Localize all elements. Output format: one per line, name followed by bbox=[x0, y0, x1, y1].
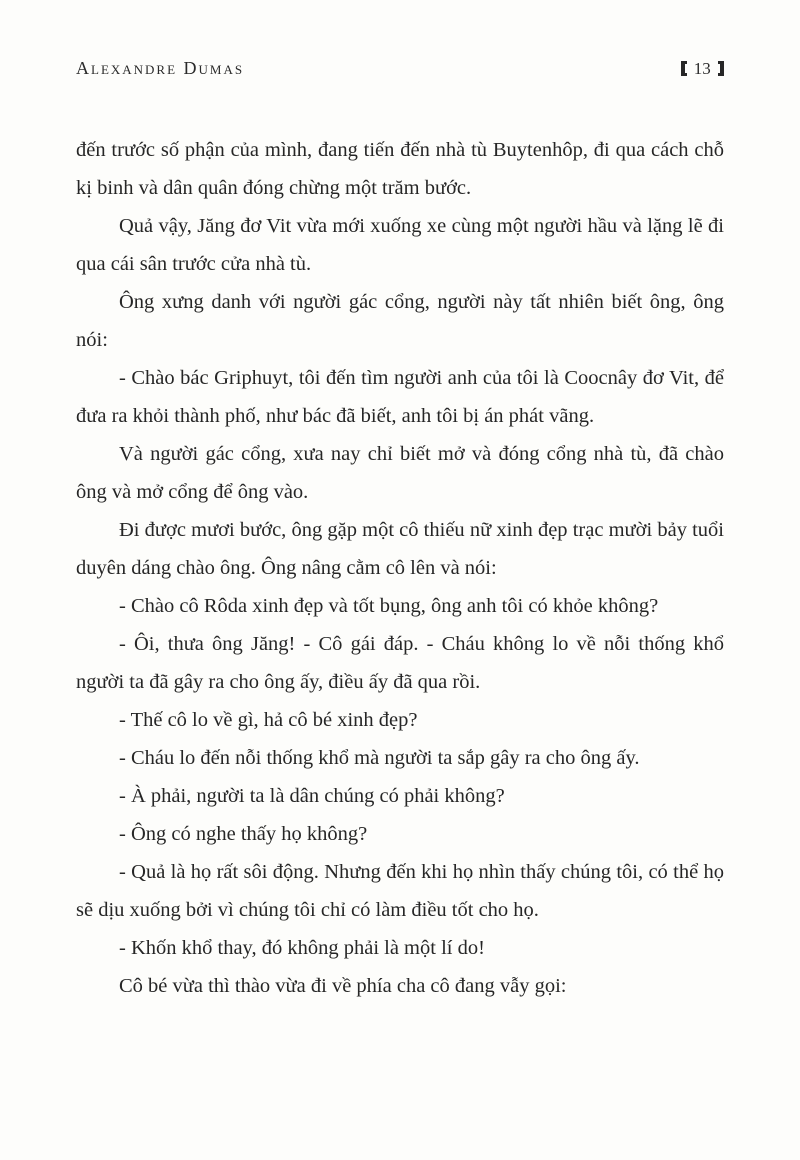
paragraph: Và người gác cổng, xưa nay chỉ biết mở và đóng cổng nhà tù, đã chào ông và mở cổng để ông vào. bbox=[76, 443, 724, 503]
paragraph: Quả vậy, Jăng đơ Vit vừa mới xuống xe cùng một người hầu và lặng lẽ đi qua cái sân trước cửa nhà tù. bbox=[76, 215, 724, 275]
page-header bbox=[76, 58, 724, 79]
paragraph: - Khốn khổ thay, đó không phải là một lí do! bbox=[119, 937, 485, 959]
paragraph: - Chào cô Rôda xinh đẹp và tốt bụng, ông anh tôi có khỏe không? bbox=[119, 595, 659, 617]
author-name: Alexandre Dumas bbox=[76, 58, 245, 78]
page-number-value: 13 bbox=[693, 59, 711, 78]
paragraph: - Quả là họ rất sôi động. Nhưng đến khi họ nhìn thấy chúng tôi, có thể họ sẽ dịu xuống bởi vì chúng tôi chỉ có làm điều tốt cho họ. bbox=[76, 861, 724, 921]
paragraph: Đi được mươi bước, ông gặp một cô thiếu nữ xinh đẹp trạc mười bảy tuổi duyên dáng chào ông. Ông nâng cằm cô lên và nói: bbox=[76, 519, 724, 579]
right-lenticular-bracket-icon bbox=[718, 61, 724, 76]
paragraph: đến trước số phận của mình, đang tiến đến nhà tù Buytenhôp, đi qua cách chỗ kị binh và dân quân đóng chừng một trăm bước. bbox=[76, 139, 724, 199]
paragraph: - Chào bác Griphuyt, tôi đến tìm người anh của tôi là Coocnây đơ Vit, để đưa ra khỏi thành phố, như bác đã biết, anh tôi bị án phát vãng. bbox=[76, 367, 724, 427]
paragraph: - Thế cô lo về gì, hả cô bé xinh đẹp? bbox=[119, 709, 418, 731]
paragraph: - Ông có nghe thấy họ không? bbox=[119, 823, 368, 845]
left-lenticular-bracket-icon bbox=[681, 61, 687, 76]
paragraph: - À phải, người ta là dân chúng có phải không? bbox=[119, 785, 505, 807]
paragraph: Ông xưng danh với người gác cổng, người này tất nhiên biết ông, ông nói: bbox=[76, 291, 724, 351]
paragraph: Cô bé vừa thì thào vừa đi về phía cha cô đang vẫy gọi: bbox=[119, 975, 567, 997]
paragraph: - Ôi, thưa ông Jăng! - Cô gái đáp. - Cháu không lo về nỗi thống khổ người ta đã gây ra cho ông ấy, điều ấy đã qua rồi. bbox=[76, 633, 724, 693]
page-body bbox=[76, 131, 724, 1005]
paragraph: - Cháu lo đến nỗi thống khổ mà người ta sắp gây ra cho ông ấy. bbox=[119, 747, 640, 769]
page-number bbox=[681, 59, 725, 79]
